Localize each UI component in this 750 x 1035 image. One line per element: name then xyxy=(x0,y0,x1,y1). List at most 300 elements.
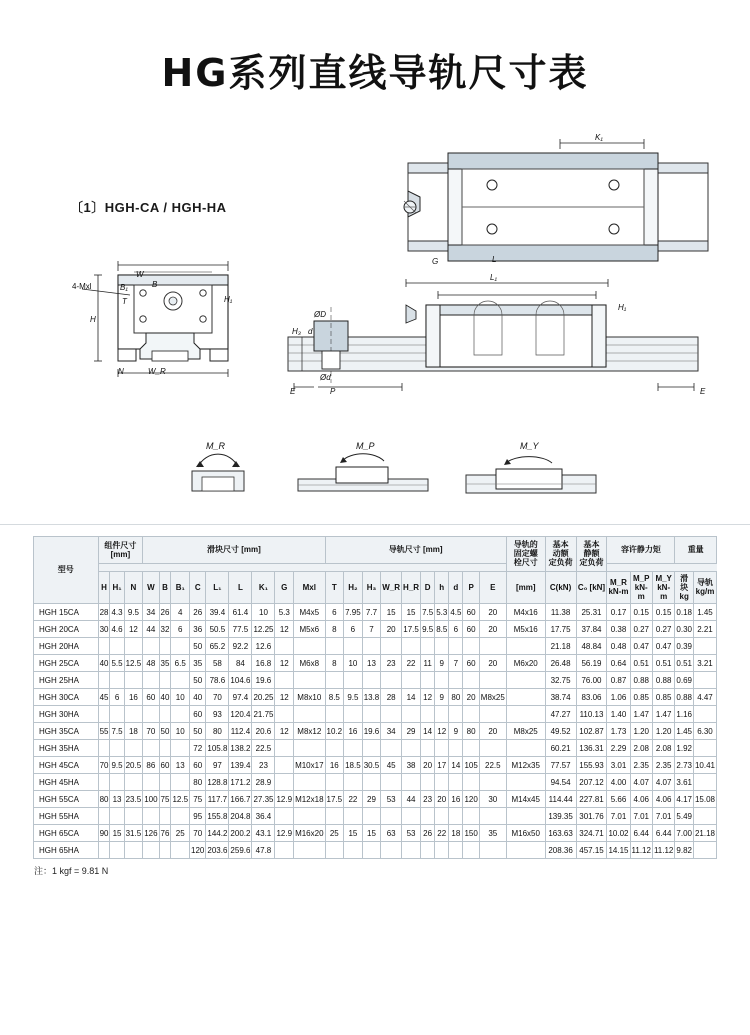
table-row xyxy=(34,655,717,672)
table-cell: 20.25 xyxy=(252,689,275,706)
table-cell xyxy=(402,638,421,655)
table-cell: 39.4 xyxy=(206,604,229,621)
table-cell: 17.5 xyxy=(402,621,421,638)
label-l: L xyxy=(492,255,497,264)
table-cell-model: HGH 20CA xyxy=(34,621,99,638)
table-cell: 32 xyxy=(159,621,171,638)
table-cell: M4x16 xyxy=(506,604,545,621)
table-cell: 80 xyxy=(190,774,206,791)
table-cell: M10x17 xyxy=(294,757,325,774)
top-view-drawing xyxy=(400,135,720,275)
table-cell xyxy=(421,740,435,757)
label-4mxl: 4-Mxl xyxy=(72,282,92,291)
table-cell xyxy=(402,774,421,791)
table-cell: 2.29 xyxy=(607,740,630,757)
th-WR: W_R xyxy=(381,571,402,604)
spec-table-wrap xyxy=(0,536,750,877)
table-cell xyxy=(294,842,325,859)
table-cell: 92.2 xyxy=(229,638,252,655)
table-cell: 76 xyxy=(159,825,171,842)
table-cell: 0.87 xyxy=(607,672,630,689)
th-group-bolt xyxy=(506,537,545,572)
label-mp: M_P xyxy=(356,441,375,451)
table-cell xyxy=(421,638,435,655)
table-cell: 70 xyxy=(98,757,110,774)
table-cell: 9.5 xyxy=(110,757,124,774)
table-row xyxy=(34,689,717,706)
spec-table xyxy=(33,536,717,859)
table-cell xyxy=(381,774,402,791)
table-cell xyxy=(693,740,716,757)
table-cell: 90 xyxy=(98,825,110,842)
table-cell-model: HGH 25HA xyxy=(34,672,99,689)
table-cell xyxy=(402,808,421,825)
table-row xyxy=(34,791,717,808)
table-cell xyxy=(344,638,363,655)
label-t: T xyxy=(122,297,127,306)
table-cell: M4x5 xyxy=(294,604,325,621)
table-cell: 12 xyxy=(275,723,294,740)
table-cell: 7.5 xyxy=(110,723,124,740)
table-cell-model: HGH 55CA xyxy=(34,791,99,808)
table-cell-model: HGH 15CA xyxy=(34,604,99,621)
table-cell: 38 xyxy=(402,757,421,774)
table-cell xyxy=(98,808,110,825)
table-cell: 22 xyxy=(435,825,449,842)
table-cell xyxy=(449,672,463,689)
table-cell-model: HGH 35CA xyxy=(34,723,99,740)
table-cell: 70 xyxy=(143,723,159,740)
table-cell: 45 xyxy=(98,689,110,706)
table-cell xyxy=(362,740,381,757)
table-cell xyxy=(124,808,143,825)
table-cell: 76.00 xyxy=(576,672,607,689)
table-cell: 23 xyxy=(381,655,402,672)
label-od: ØD xyxy=(314,310,326,319)
th-bolt-l1: 导轨的 xyxy=(513,540,538,549)
table-cell: 28 xyxy=(98,604,110,621)
table-cell: 30 xyxy=(479,791,506,808)
table-cell xyxy=(449,740,463,757)
table-cell xyxy=(124,842,143,859)
table-cell: 12 xyxy=(421,689,435,706)
table-cell xyxy=(98,672,110,689)
table-cell: 45 xyxy=(381,757,402,774)
label-k1: K₁ xyxy=(595,133,603,142)
table-cell: 0.51 xyxy=(630,655,652,672)
table-cell xyxy=(124,672,143,689)
table-row xyxy=(34,757,717,774)
table-cell xyxy=(435,808,449,825)
table-cell: 80 xyxy=(98,791,110,808)
table-cell: 80 xyxy=(463,723,479,740)
table-cell: 4.06 xyxy=(652,791,674,808)
th-group-weight: 重量 xyxy=(675,537,717,564)
th-stat-l1: 基本 xyxy=(583,540,600,549)
table-cell xyxy=(421,842,435,859)
table-cell xyxy=(143,842,159,859)
table-cell: 136.31 xyxy=(576,740,607,757)
drawing-area xyxy=(0,115,750,525)
th-bolt-l2: 固定螺 xyxy=(513,549,538,559)
table-cell: 2.08 xyxy=(630,740,652,757)
table-cell: 0.88 xyxy=(652,672,674,689)
table-cell: 78.6 xyxy=(206,672,229,689)
table-cell: 48 xyxy=(143,655,159,672)
th-group-assembly xyxy=(98,537,143,564)
th-P: P xyxy=(463,571,479,604)
table-cell: 0.39 xyxy=(675,638,694,655)
th-dyn-unit: C(kN) xyxy=(545,571,576,604)
th-mp-sym: M_P xyxy=(633,573,650,583)
table-cell: 34 xyxy=(381,723,402,740)
table-cell: 1.47 xyxy=(652,706,674,723)
table-cell: 1.20 xyxy=(652,723,674,740)
table-cell: 56.19 xyxy=(576,655,607,672)
table-cell: 50 xyxy=(159,723,171,740)
table-cell: 0.27 xyxy=(630,621,652,638)
moment-mp-icon xyxy=(288,445,438,505)
table-cell: 9.5 xyxy=(124,604,143,621)
th-G: G xyxy=(275,571,294,604)
table-cell: 144.2 xyxy=(206,825,229,842)
table-cell: 100 xyxy=(143,791,159,808)
table-cell xyxy=(463,842,479,859)
th-stat-unit: C₀ [kN] xyxy=(576,571,607,604)
table-cell: 12 xyxy=(275,655,294,672)
table-cell xyxy=(381,706,402,723)
label-p: P xyxy=(330,387,336,396)
table-cell xyxy=(362,842,381,859)
table-cell: 0.27 xyxy=(652,621,674,638)
table-cell: 50 xyxy=(190,638,206,655)
table-cell-model: HGH 45HA xyxy=(34,774,99,791)
table-cell: 0.47 xyxy=(630,638,652,655)
table-cell: 12.5 xyxy=(124,655,143,672)
table-cell: 20 xyxy=(479,655,506,672)
table-cell xyxy=(275,706,294,723)
table-cell: M16x50 xyxy=(506,825,545,842)
table-cell: 4.00 xyxy=(607,774,630,791)
table-cell: 13 xyxy=(110,791,124,808)
table-cell: 7 xyxy=(362,621,381,638)
table-cell: 70 xyxy=(190,825,206,842)
table-cell xyxy=(143,808,159,825)
side-view-drawing xyxy=(278,265,708,405)
th-railw-sym: 导轨 xyxy=(696,578,713,588)
table-cell: 25 xyxy=(325,825,344,842)
table-cell: 1.73 xyxy=(607,723,630,740)
table-cell xyxy=(110,740,124,757)
th-T: T xyxy=(325,571,344,604)
table-cell xyxy=(449,774,463,791)
table-cell xyxy=(344,808,363,825)
table-cell: 29 xyxy=(362,791,381,808)
table-cell: 200.2 xyxy=(229,825,252,842)
th-group-rail: 导轨尺寸 [mm] xyxy=(325,537,506,564)
table-cell xyxy=(463,638,479,655)
table-cell: 77.57 xyxy=(545,757,576,774)
table-cell: 1.40 xyxy=(607,706,630,723)
table-cell xyxy=(124,706,143,723)
table-subheader-row xyxy=(34,571,717,604)
table-cell xyxy=(275,774,294,791)
table-cell: 77.5 xyxy=(229,621,252,638)
th-rail-weight xyxy=(693,571,716,604)
table-cell: 11.38 xyxy=(545,604,576,621)
table-cell xyxy=(294,706,325,723)
table-cell: 53 xyxy=(381,791,402,808)
table-cell: 227.81 xyxy=(576,791,607,808)
table-cell: 12.9 xyxy=(275,825,294,842)
th-group-block: 滑块尺寸 [mm] xyxy=(143,537,325,564)
table-cell xyxy=(693,672,716,689)
table-cell: 60 xyxy=(463,604,479,621)
table-cell xyxy=(98,638,110,655)
th-B1: B₁ xyxy=(171,571,190,604)
table-cell: 10 xyxy=(252,604,275,621)
table-cell: 94.54 xyxy=(545,774,576,791)
table-cell: 4 xyxy=(171,604,190,621)
table-cell xyxy=(435,774,449,791)
table-cell: M8x10 xyxy=(294,689,325,706)
table-cell: 5.5 xyxy=(110,655,124,672)
table-cell: 35 xyxy=(190,655,206,672)
th-group-moment: 容许静力矩 xyxy=(607,537,675,564)
table-cell xyxy=(693,638,716,655)
table-cell: 105 xyxy=(463,757,479,774)
table-cell: 10 xyxy=(344,655,363,672)
table-cell: 105.8 xyxy=(206,740,229,757)
table-cell: 8 xyxy=(325,655,344,672)
table-cell: 23.5 xyxy=(124,791,143,808)
table-cell xyxy=(110,638,124,655)
table-cell: 150 xyxy=(463,825,479,842)
table-cell: 6.30 xyxy=(693,723,716,740)
label-l1: L₁ xyxy=(490,273,497,282)
table-cell: 9 xyxy=(435,689,449,706)
label-b1: B₁ xyxy=(120,283,128,292)
table-cell xyxy=(344,842,363,859)
table-cell xyxy=(98,706,110,723)
table-cell xyxy=(294,672,325,689)
table-cell xyxy=(159,808,171,825)
table-cell: 97.4 xyxy=(229,689,252,706)
table-cell-model: HGH 30HA xyxy=(34,706,99,723)
table-cell: 20.5 xyxy=(124,757,143,774)
table-cell: 61.4 xyxy=(229,604,252,621)
th-stat-l2: 静额 xyxy=(583,549,600,559)
table-cell xyxy=(159,740,171,757)
table-cell: 10 xyxy=(171,723,190,740)
table-cell xyxy=(435,740,449,757)
table-cell: 11.12 xyxy=(630,842,652,859)
table-cell: M6x8 xyxy=(294,655,325,672)
table-cell: 14 xyxy=(402,689,421,706)
table-cell xyxy=(463,740,479,757)
table-cell xyxy=(159,842,171,859)
table-cell: 44 xyxy=(143,621,159,638)
table-cell xyxy=(479,706,506,723)
table-cell xyxy=(693,774,716,791)
table-cell: 20.6 xyxy=(252,723,275,740)
table-cell: 110.13 xyxy=(576,706,607,723)
table-cell: 70 xyxy=(206,689,229,706)
table-cell xyxy=(294,740,325,757)
table-cell: 6.44 xyxy=(630,825,652,842)
table-cell xyxy=(381,638,402,655)
table-cell xyxy=(506,638,545,655)
table-cell: 20 xyxy=(479,604,506,621)
table-cell xyxy=(344,706,363,723)
table-body xyxy=(34,604,717,859)
table-cell xyxy=(344,774,363,791)
table-cell: 20 xyxy=(479,723,506,740)
table-cell: 14 xyxy=(449,757,463,774)
table-cell: 26 xyxy=(421,825,435,842)
table-cell-model: HGH 65HA xyxy=(34,842,99,859)
table-cell: 7.01 xyxy=(652,808,674,825)
table-cell: 36 xyxy=(190,621,206,638)
th-h: h xyxy=(435,571,449,604)
table-cell: 0.88 xyxy=(630,672,652,689)
table-cell: 22.5 xyxy=(252,740,275,757)
table-cell: 10 xyxy=(171,689,190,706)
table-cell xyxy=(449,808,463,825)
th-L: L xyxy=(229,571,252,604)
table-cell xyxy=(362,672,381,689)
table-cell: 84 xyxy=(229,655,252,672)
table-cell xyxy=(171,672,190,689)
table-cell xyxy=(275,757,294,774)
page-title: HG系列直线导轨尺寸表 xyxy=(161,51,589,95)
table-cell xyxy=(171,740,190,757)
th-HR: H_R xyxy=(402,571,421,604)
table-cell-model: HGH 55HA xyxy=(34,808,99,825)
table-cell: 25.31 xyxy=(576,604,607,621)
table-cell: 12.25 xyxy=(252,621,275,638)
table-row xyxy=(34,723,717,740)
table-cell: 4.47 xyxy=(693,689,716,706)
table-cell xyxy=(275,842,294,859)
table-cell: 9.5 xyxy=(421,621,435,638)
table-cell: 3.01 xyxy=(607,757,630,774)
th-dyn-l2: 动额 xyxy=(552,549,569,559)
table-cell: 10.41 xyxy=(693,757,716,774)
moment-my-icon xyxy=(456,445,606,505)
table-cell: 10.02 xyxy=(607,825,630,842)
table-cell xyxy=(325,740,344,757)
table-cell xyxy=(325,672,344,689)
th-H2: H₂ xyxy=(344,571,363,604)
table-cell xyxy=(275,638,294,655)
table-cell xyxy=(693,842,716,859)
table-row xyxy=(34,604,717,621)
table-cell: 114.44 xyxy=(545,791,576,808)
table-cell xyxy=(463,672,479,689)
table-cell xyxy=(479,638,506,655)
table-cell: 3.21 xyxy=(693,655,716,672)
table-cell xyxy=(435,638,449,655)
table-cell xyxy=(506,706,545,723)
label-e-right: E xyxy=(700,387,706,396)
table-cell xyxy=(463,774,479,791)
table-cell: 23 xyxy=(421,791,435,808)
th-bolt-unit: [mm] xyxy=(506,571,545,604)
table-cell: M8x12 xyxy=(294,723,325,740)
table-cell: 128.8 xyxy=(206,774,229,791)
table-cell xyxy=(275,672,294,689)
table-cell: 2.08 xyxy=(652,740,674,757)
table-cell: 139.4 xyxy=(229,757,252,774)
table-row xyxy=(34,621,717,638)
table-cell: 60 xyxy=(159,757,171,774)
table-cell-model: HGH 35HA xyxy=(34,740,99,757)
label-b: B xyxy=(152,280,158,289)
table-cell: 10.2 xyxy=(325,723,344,740)
table-cell: 0.18 xyxy=(675,604,694,621)
table-cell: 83.06 xyxy=(576,689,607,706)
table-cell: 9.82 xyxy=(675,842,694,859)
table-cell xyxy=(362,774,381,791)
table-cell xyxy=(449,638,463,655)
label-wr: W_R xyxy=(148,367,166,376)
table-cell: 21.18 xyxy=(545,638,576,655)
table-cell: 47.27 xyxy=(545,706,576,723)
table-cell: 97 xyxy=(206,757,229,774)
th-Mxl: Mxl xyxy=(294,571,325,604)
table-cell: 0.38 xyxy=(607,621,630,638)
table-cell xyxy=(463,808,479,825)
table-cell xyxy=(402,740,421,757)
table-cell: 8.5 xyxy=(435,621,449,638)
th-my-sym: M_Y xyxy=(655,573,672,583)
table-cell: 9 xyxy=(449,723,463,740)
th-stat-l3: 定负荷 xyxy=(579,558,604,568)
table-cell: 6 xyxy=(171,621,190,638)
table-cell: 0.51 xyxy=(652,655,674,672)
table-cell: 5.3 xyxy=(435,604,449,621)
table-cell xyxy=(506,740,545,757)
table-cell: 0.15 xyxy=(652,604,674,621)
table-cell xyxy=(362,808,381,825)
table-cell: 2.35 xyxy=(652,757,674,774)
table-cell: 1.47 xyxy=(630,706,652,723)
table-cell: 4.6 xyxy=(110,621,124,638)
table-cell xyxy=(171,808,190,825)
table-cell: 14.15 xyxy=(607,842,630,859)
table-cell: 30 xyxy=(98,621,110,638)
table-cell xyxy=(110,672,124,689)
table-cell xyxy=(325,808,344,825)
table-cell: 60.21 xyxy=(545,740,576,757)
table-cell: 86 xyxy=(143,757,159,774)
table-cell: 12.5 xyxy=(171,791,190,808)
table-cell xyxy=(124,774,143,791)
table-cell: 55 xyxy=(98,723,110,740)
th-group-assembly-l2: [mm] xyxy=(110,550,131,560)
th-group-stat xyxy=(576,537,607,572)
table-cell xyxy=(479,672,506,689)
table-cell: 259.6 xyxy=(229,842,252,859)
table-cell: 17.5 xyxy=(325,791,344,808)
table-cell: 60 xyxy=(463,621,479,638)
label-e-left: E xyxy=(290,387,296,396)
th-mr xyxy=(607,571,630,604)
table-cell xyxy=(479,740,506,757)
table-cell: M16x20 xyxy=(294,825,325,842)
table-cell: 18 xyxy=(449,825,463,842)
